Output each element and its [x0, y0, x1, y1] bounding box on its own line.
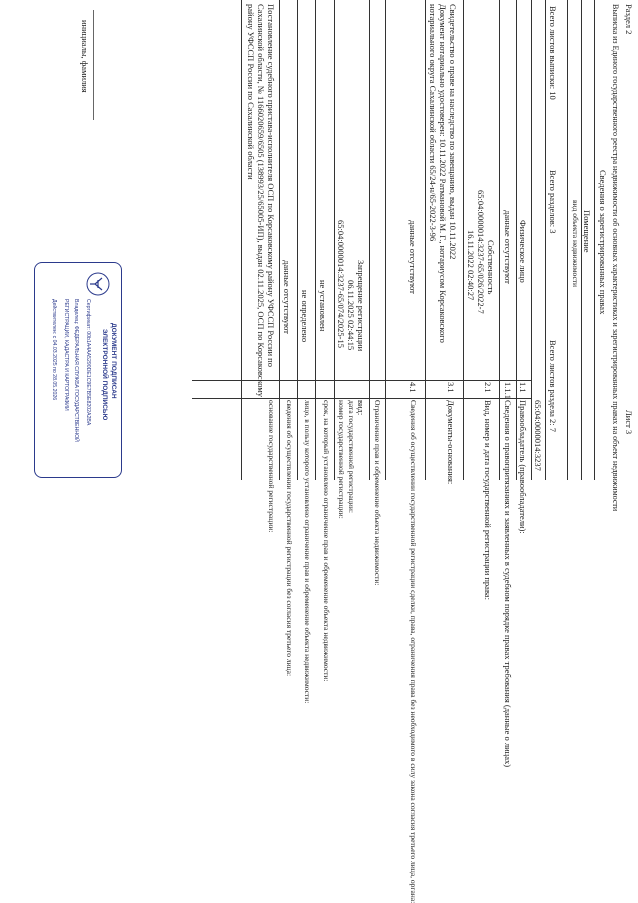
signature-line — [93, 10, 94, 120]
stamp-subtitle: ЭЛЕКТРОННОЙ ПОДПИСЬЮ — [101, 329, 108, 421]
row-number: 4.1 — [408, 382, 418, 393]
row-value: данные отсутствуют — [503, 210, 513, 284]
signature-caption: инициалы, фамилия — [80, 20, 90, 93]
total-sections: Всего разделов: 3 — [548, 170, 558, 234]
row-value: Постановление судебного пристава-исполнителя ОСП по Корсаковскому району УФССП России по — [266, 4, 276, 367]
row-value: данные отсутствуют — [408, 220, 418, 294]
row-number: 2.1 — [483, 382, 493, 393]
row-value: не установлен — [318, 280, 328, 332]
total-sheets-extract: Всего листов выписки: 10 — [548, 6, 558, 100]
row-label: Вид, номер и дата государственной регистрации права: — [483, 400, 493, 600]
row-label: Документы-основания: — [446, 400, 456, 485]
row-label: основание государственной регистрации: — [267, 400, 276, 533]
encumbrance-heading: Ограничение прав и обременение объекта недвижимости: — [373, 400, 382, 586]
row-label: Правообладатель (правообладатели): — [518, 400, 528, 534]
row-divider — [425, 0, 426, 480]
row-value: району УФССП России по Сахалинской области — [246, 4, 256, 180]
stamp-validity: Действителен: с 04.03.2025 по 28.05.2026 — [51, 299, 57, 401]
row-label: срок, на который установлено ограничение прав и обременение объекта недвижимости: — [322, 400, 331, 682]
row-value: не определено — [300, 290, 310, 343]
row-value: Свидетельство о праве на наследство по завещанию, выдан 10.11.2022 — [448, 4, 458, 260]
row-label: Сведения об осуществлении государственной регистрации сделки, права, ограничения права без необходимого в силу закона согласия третьего лица, органа: — [409, 400, 418, 903]
row-divider — [241, 0, 242, 480]
row-label: Сведения о правопритязаниях и заявленных в судебном порядке правах требования (данные о лицах) — [503, 400, 513, 768]
stamp-title: ДОКУМЕНТ ПОДПИСАН — [110, 323, 117, 399]
row-value: нотариального округа Сахалинской области 65/24-н/65-2022-3-96 — [428, 4, 438, 242]
row-value: 06.11.2025 02:44:15 — [346, 280, 356, 351]
row-value: Физическое лицо — [518, 220, 528, 283]
row-label: вид: — [356, 400, 366, 416]
row-number: 1.1.1 — [503, 382, 513, 399]
column-divider — [192, 398, 532, 399]
row-number: 3.1 — [446, 382, 456, 393]
electronic-signature-stamp — [34, 262, 122, 478]
object-type: Помещение — [582, 210, 592, 253]
row-value: 65:04:0000014:3237-65/026/2022-7 — [476, 190, 486, 314]
stamp-owner-cont: РЕГИСТРАЦИИ, КАДАСТРА И КАРТОГРАФИИ — [63, 299, 69, 411]
divider — [545, 0, 546, 480]
divider — [567, 0, 568, 480]
object-type-caption: вид объекта недвижимости — [571, 200, 580, 288]
stamp-certificate: Сертификат: 00b1A4AA5290DE1C9E7B5E8202A2BA — [85, 299, 91, 426]
row-divider — [297, 0, 298, 480]
total-sheets-section: Всего листов раздела 2: 7 — [548, 340, 558, 432]
document-title: Выписка из Единого государственного реестра недвижимости об основных характеристиках и зарегистрированных правах на объект недвижимости — [611, 4, 620, 512]
row-divider — [463, 0, 464, 480]
row-divider — [369, 0, 370, 480]
row-value: Запрещение регистрации — [356, 260, 366, 352]
row-value: Сахалинской области, № 1166020659/6505 (138993/25/65005-ИП), выдан 02.11.2025, ОСП по Корсаковскому — [256, 4, 266, 397]
row-divider — [279, 0, 280, 480]
column-divider — [192, 380, 532, 381]
row-label: дата государственной регистрации: — [347, 400, 356, 513]
row-label: лицо, в пользу которого установлено ограничение прав и обременение объекта недвижимости: — [303, 400, 312, 704]
stamp-owner: Владелец: ФЕДЕРАЛЬНАЯ СЛУЖБА ГОСУДАРСТВЕННОЙ — [73, 299, 79, 442]
row-label: сведения об осуществлении государственной регистрации без согласия третьего лица: — [285, 400, 294, 677]
row-divider — [334, 0, 335, 480]
divider — [581, 0, 582, 480]
sheet-number: Лист 3 — [624, 410, 634, 435]
document-subtitle: Сведения о зарегистрированных правах — [598, 170, 608, 315]
emblem-icon — [85, 271, 111, 297]
row-divider — [315, 0, 316, 480]
cadastral-number: 65:04:0000014:3237 — [533, 400, 543, 471]
divider — [531, 0, 532, 480]
row-divider — [516, 0, 517, 480]
divider — [594, 0, 595, 480]
row-divider — [385, 0, 386, 480]
row-number: 1.1 — [518, 382, 528, 393]
row-value: Собственность — [486, 240, 496, 295]
row-value: 16.11.2022 02:40:27 — [466, 230, 476, 301]
section-label: Раздел 2 — [624, 4, 634, 35]
row-value: 65:04:0000014:3237-65/074/2025-15 — [336, 220, 346, 348]
row-label: номер государственной регистрации: — [337, 400, 346, 519]
row-value: данные отсутствуют — [282, 260, 292, 334]
row-divider — [499, 0, 500, 480]
row-value: Документ нотариально удостоверен: 10.11.2022 Ратмановой М. Г., нотариусом Корсаковского — [438, 4, 448, 343]
